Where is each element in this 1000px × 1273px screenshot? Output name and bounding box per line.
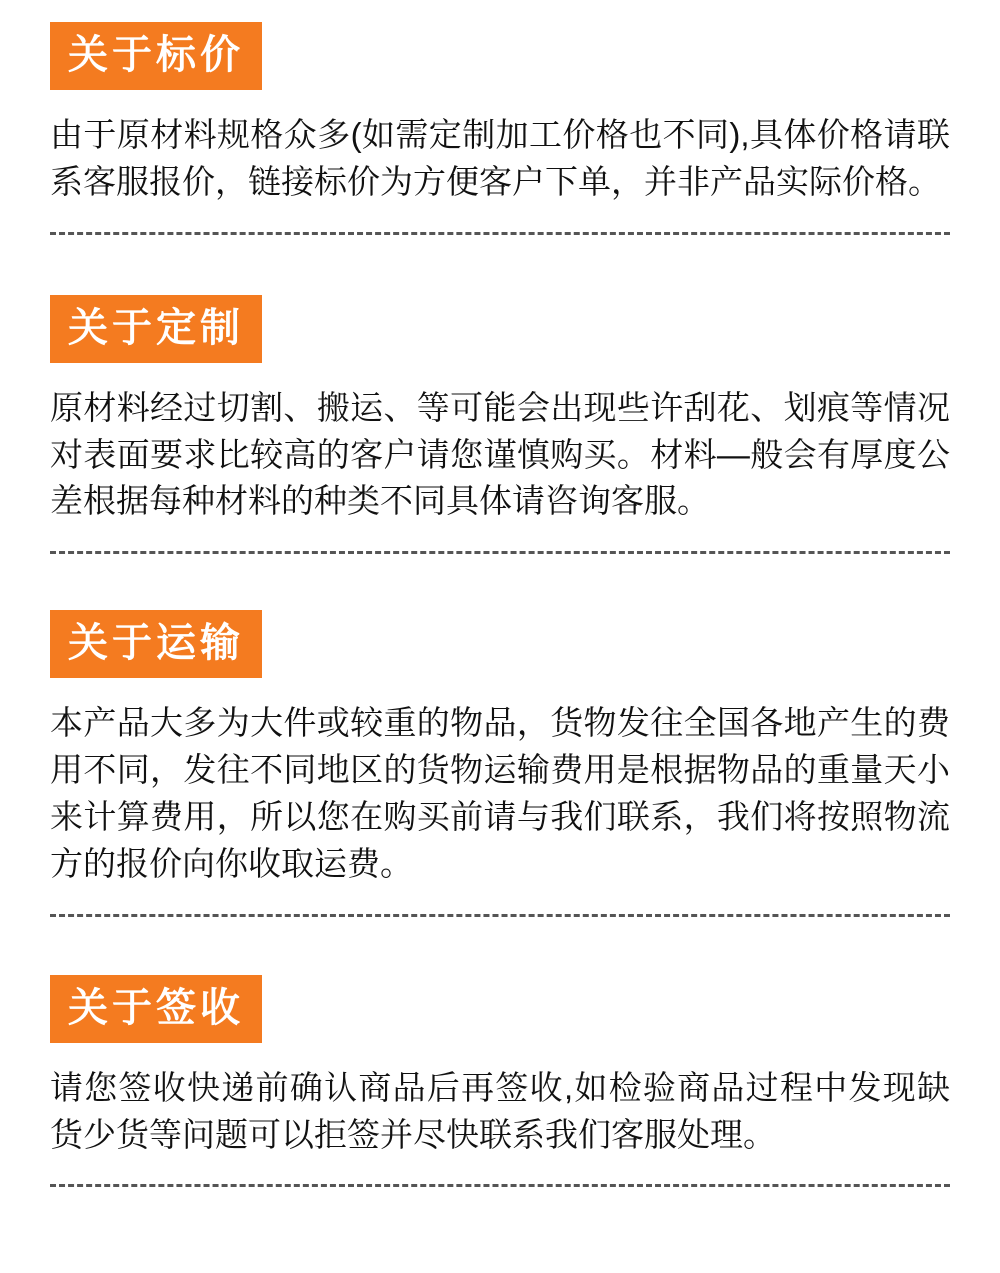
section-divider	[50, 1184, 950, 1187]
section-about-customization	[50, 235, 950, 555]
section-body-text: 由于原材料规格众多(如需定制加工价格也不同),具体价格请联系客服报价，链接标价为方便客户下单，并非产品实际价格。	[50, 116, 950, 200]
section-about-pricing	[50, 18, 950, 235]
section-about-shipping	[50, 554, 950, 916]
section-about-receipt	[50, 917, 950, 1188]
section-body-text: 请您签收快递前确认商品后再签收,如检验商品过程中发现缺货少货等问题可以拒签并尽快联系我们客服处理。	[50, 1068, 950, 1153]
section-heading-badge: 关于定制	[50, 295, 262, 363]
section-body-text: 原材料经过切割、搬运、等可能会出现些许刮花、划痕等情况对表面要求比较高的客户请您谨慎购买。材料—般会有厚度公差根据每种材料的种类不同具体请咨询客服。	[50, 388, 950, 520]
section-heading-badge: 关于运输	[50, 610, 262, 678]
section-body-text: 本产品大多为大件或较重的物品，货物发往全国各地产生的费用不同，发往不同地区的货物运输费用是根据物品的重量天小来计算费用，所以您在购买前请与我们联系，我们将按照物流方的报价向你收取运费。	[50, 704, 950, 882]
section-heading-badge: 关于标价	[50, 22, 262, 90]
section-heading-badge: 关于签收	[50, 975, 262, 1043]
